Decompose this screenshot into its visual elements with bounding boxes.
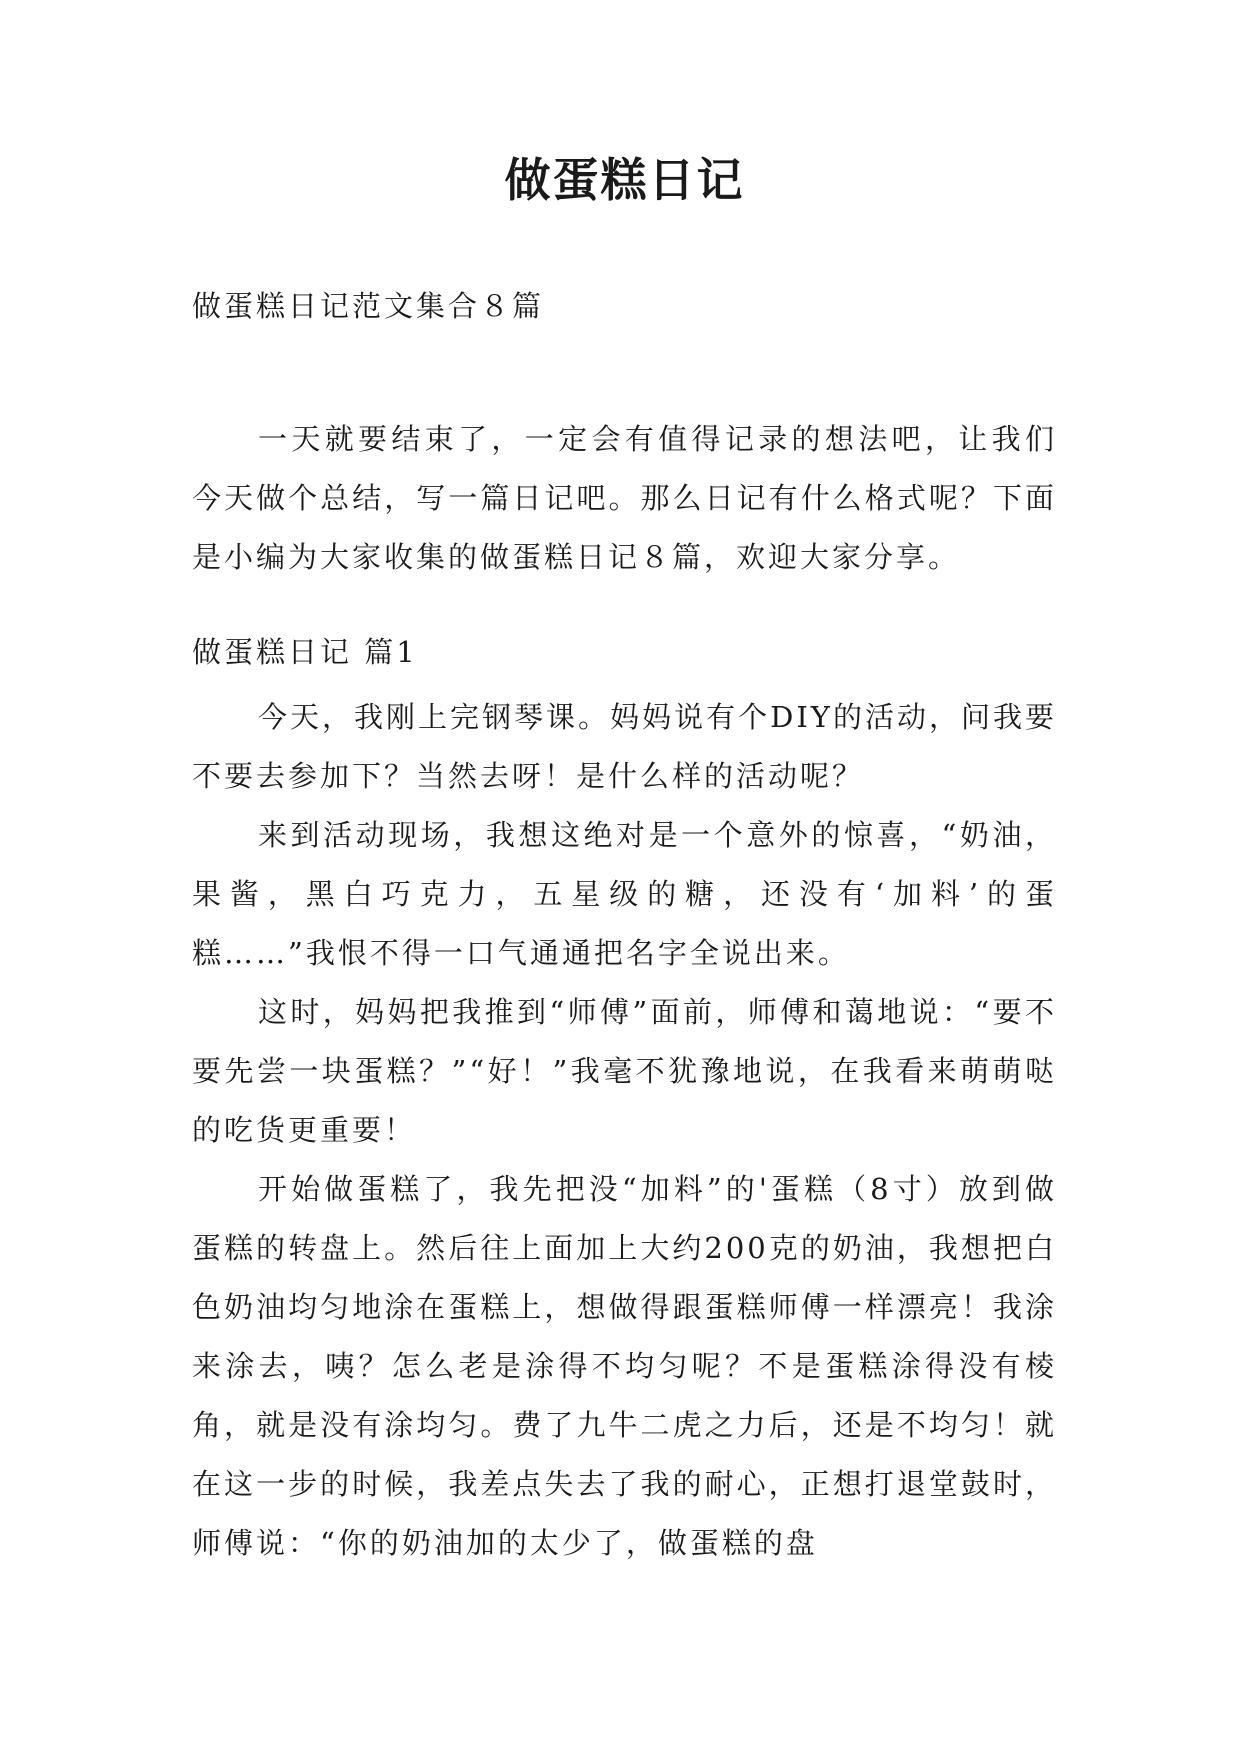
document-title: 做蛋糕日记: [504, 153, 745, 207]
body-paragraph-1: 今天，我刚上完钢琴课。妈妈说有个DIY的活动，问我要不要去参加下？当然去呀！是什么样的活动呢？: [192, 700, 1057, 793]
document-subtitle: 做蛋糕日记范文集合８篇: [192, 289, 545, 323]
body-paragraph-2: 来到活动现场，我想这绝对是一个意外的惊喜，“奶油，果酱，黑白巧克力，五星级的糖，还没有‘加料’的蛋糕……”我恨不得一口气通通把名字全说出来。: [192, 818, 1057, 970]
intro-paragraph: 一天就要结束了，一定会有值得记录的想法吧，让我们今天做个总结，写一篇日记吧。那么日记有什么格式呢？下面是小编为大家收集的做蛋糕日记８篇，欢迎大家分享。: [192, 422, 1057, 574]
body-paragraph-3: 这时，妈妈把我推到“师傅”面前，师傅和蔼地说：“要不要先尝一块蛋糕？”“好！”我毫不犹豫地说，在我看来萌萌哒的吃货更重要！: [192, 995, 1057, 1147]
diary-section-1: [192, 632, 1057, 1573]
section-heading: 做蛋糕日记 篇1: [192, 635, 418, 669]
body-paragraph-4: 开始做蛋糕了，我先把没“加料”的'蛋糕（8寸）放到做蛋糕的转盘上。然后往上面加上大约200克的奶油，我想把白色奶油均匀地涂在蛋糕上，想做得跟蛋糕师傅一样漂亮！我涂来涂去，咦？怎么老是涂得不均匀呢？不是蛋糕涂得没有棱角，就是没有涂均匀。费了九牛二虎之力后，还是不均匀！就在这一步的时候，我差点失去了我的耐心，正想打退堂鼓时，师傅说：“你的奶油加的太少了，做蛋糕的盘: [192, 1172, 1057, 1560]
